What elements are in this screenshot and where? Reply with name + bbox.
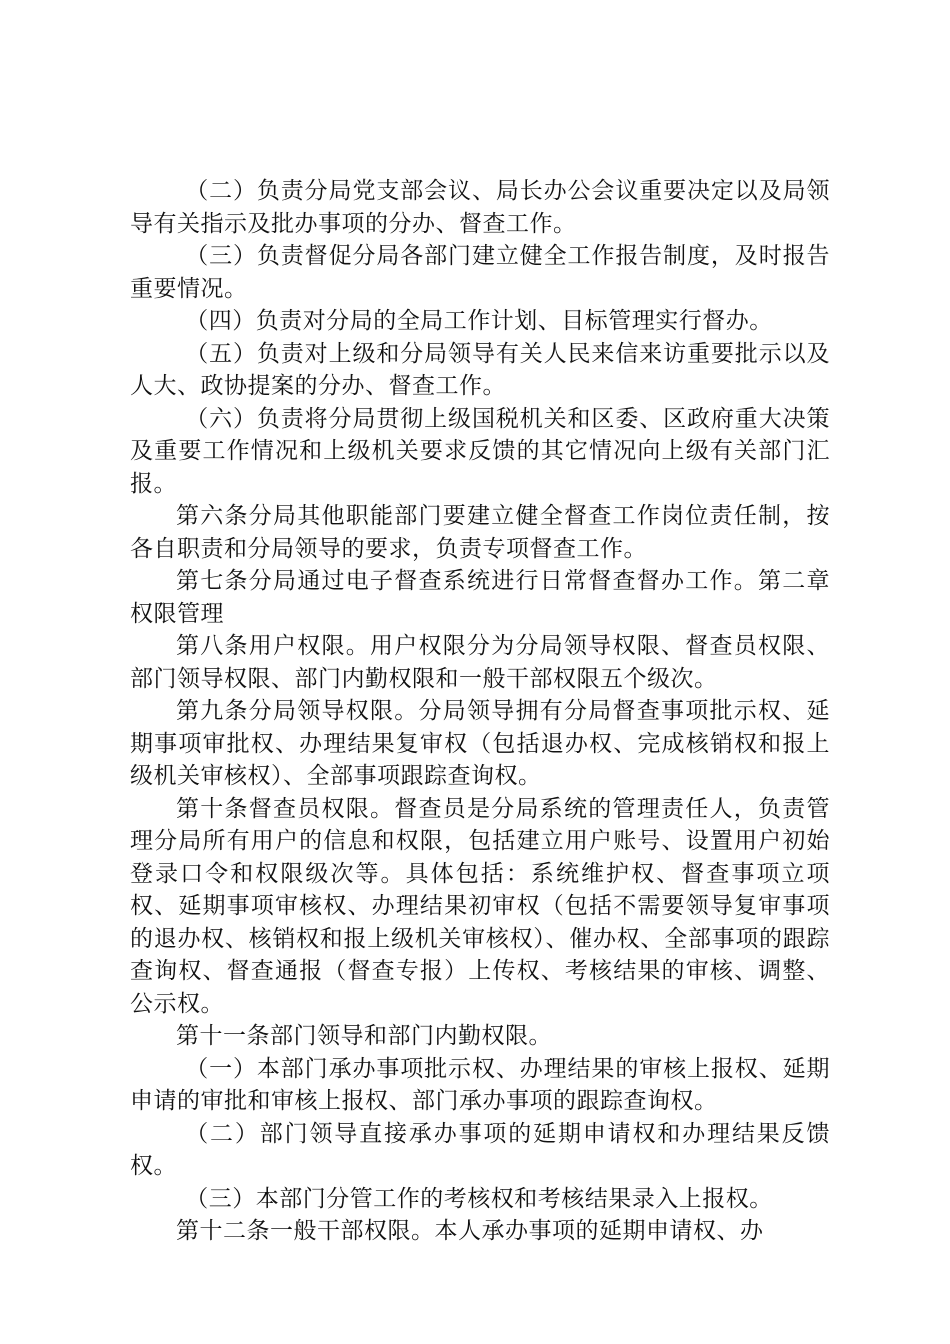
paragraph-item-3: （三）负责督促分局各部门建立健全工作报告制度，及时报告重要情况。 [130, 243, 830, 302]
article-10-paragraph: 第十条督查员权限。督查员是分局系统的管理责任人，负责管理分局所有用户的信息和权限，包括建立用户账号、设置用户初始登录口令和权限级次等。具体包括：系统维护权、督查事项立项权、延期事项审核权、办理结果初审权（包括不需要领导复审事项的退办权、核销权和报上级机关审核权）、催办权、全部事项的跟踪查询权、督查通报（督查专报）上传权、考核结果的审核、调整、公示权。 [130, 795, 830, 1017]
paragraph-item-2: （二）负责分局党支部会议、局长办公会议重要决定以及局领导有关指示及批办事项的分办、督查工作。 [130, 178, 830, 237]
article-8-paragraph: 第八条用户权限。用户权限分为分局领导权限、督查员权限、部门领导权限、部门内勤权限和一般干部权限五个级次。 [130, 633, 830, 692]
paragraph-item-5: （五）负责对上级和分局领导有关人民来信来访重要批示以及人大、政协提案的分办、督查工作。 [130, 340, 830, 399]
article-11-item-3: （三）本部门分管工作的考核权和考核结果录入上报权。 [185, 1185, 773, 1212]
article-12-paragraph: 第十二条一般干部权限。本人承办事项的延期申请权、办 [176, 1218, 764, 1244]
document-body [130, 175, 830, 1248]
article-7-paragraph: 第七条分局通过电子督查系统进行日常督查督办工作。第二章权限管理 [130, 568, 830, 627]
article-6-paragraph: 第六条分局其他职能部门要建立健全督查工作岗位责任制，按各自职责和分局领导的要求，负责专项督查工作。 [130, 503, 830, 562]
paragraph-item-6: （六）负责将分局贯彻上级国税机关和区委、区政府重大决策及重要工作情况和上级机关要求反馈的其它情况向上级有关部门汇报。 [130, 405, 830, 497]
article-11-item-2: （二）部门领导直接承办事项的延期申请权和办理结果反馈权。 [130, 1120, 830, 1179]
article-11-paragraph: 第十一条部门领导和部门内勤权限。 [176, 1023, 552, 1049]
article-11-item-1: （一）本部门承办事项批示权、办理结果的审核上报权、延期申请的审批和审核上报权、部门承办事项的跟踪查询权。 [130, 1055, 830, 1114]
paragraph-item-4: （四）负责对分局的全局工作计划、目标管理实行督办。 [185, 308, 773, 334]
article-9-paragraph: 第九条分局领导权限。分局领导拥有分局督查事项批示权、延期事项审批权、办理结果复审权（包括退办权、完成核销权和报上级机关审核权）、全部事项跟踪查询权。 [130, 698, 830, 789]
